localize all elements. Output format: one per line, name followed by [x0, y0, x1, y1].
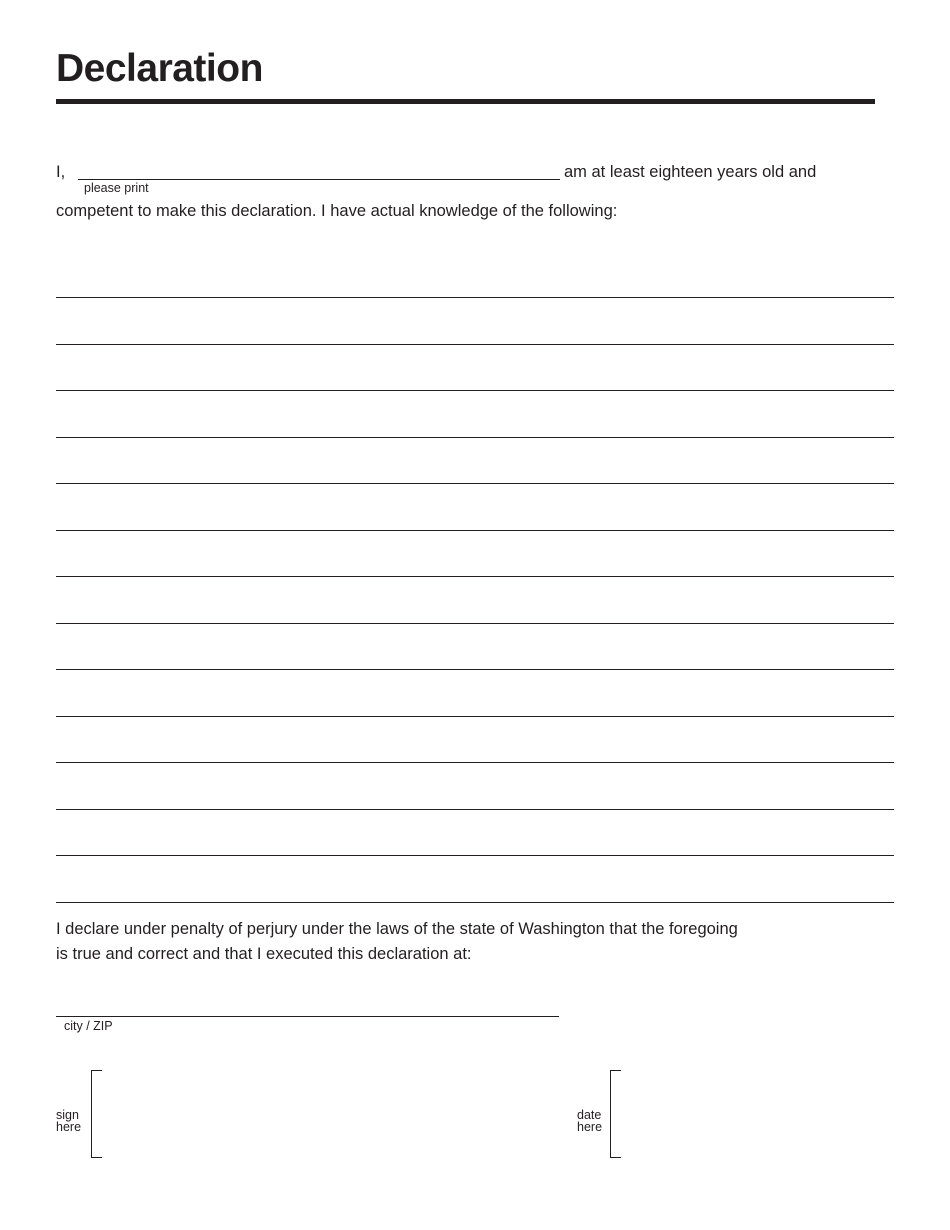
sign-label-line-1: sign [56, 1108, 79, 1122]
date-label-line-1: date [577, 1108, 602, 1122]
knowledge-line[interactable] [56, 344, 894, 391]
knowledge-line[interactable] [56, 809, 894, 856]
date-box[interactable] [610, 1070, 621, 1158]
knowledge-line[interactable] [56, 623, 894, 670]
knowledge-line[interactable] [56, 390, 894, 437]
knowledge-line[interactable] [56, 576, 894, 623]
knowledge-line[interactable] [56, 483, 894, 530]
title-divider [56, 99, 875, 104]
intro-suffix: am at least eighteen years old and [564, 163, 817, 181]
date-label-line-2: here [577, 1120, 603, 1134]
sign-label-line-2: here [56, 1120, 82, 1134]
city-zip-input-line[interactable] [56, 1016, 559, 1017]
sign-here-label [56, 1109, 81, 1133]
knowledge-lines[interactable] [56, 297, 894, 903]
knowledge-line[interactable] [56, 902, 894, 903]
knowledge-line[interactable] [56, 297, 894, 344]
name-hint: please print [84, 181, 149, 195]
knowledge-line[interactable] [56, 437, 894, 484]
knowledge-line[interactable] [56, 530, 894, 577]
intro-prefix: I, [56, 163, 66, 181]
city-zip-hint: city / ZIP [64, 1019, 113, 1033]
penalty-line-2: is true and correct and that I executed this declaration at: [56, 945, 472, 963]
name-input-line[interactable] [78, 179, 560, 180]
signature-box[interactable] [91, 1070, 102, 1158]
knowledge-line[interactable] [56, 716, 894, 763]
penalty-line-1: I declare under penalty of perjury under the laws of the state of Washington that the foregoing [56, 920, 738, 938]
intro-line-2: competent to make this declaration. I have actual knowledge of the following: [56, 202, 618, 220]
knowledge-line[interactable] [56, 855, 894, 902]
knowledge-line[interactable] [56, 762, 894, 809]
knowledge-line[interactable] [56, 669, 894, 716]
page-title: Declaration [56, 47, 263, 90]
date-here-label [577, 1109, 602, 1133]
